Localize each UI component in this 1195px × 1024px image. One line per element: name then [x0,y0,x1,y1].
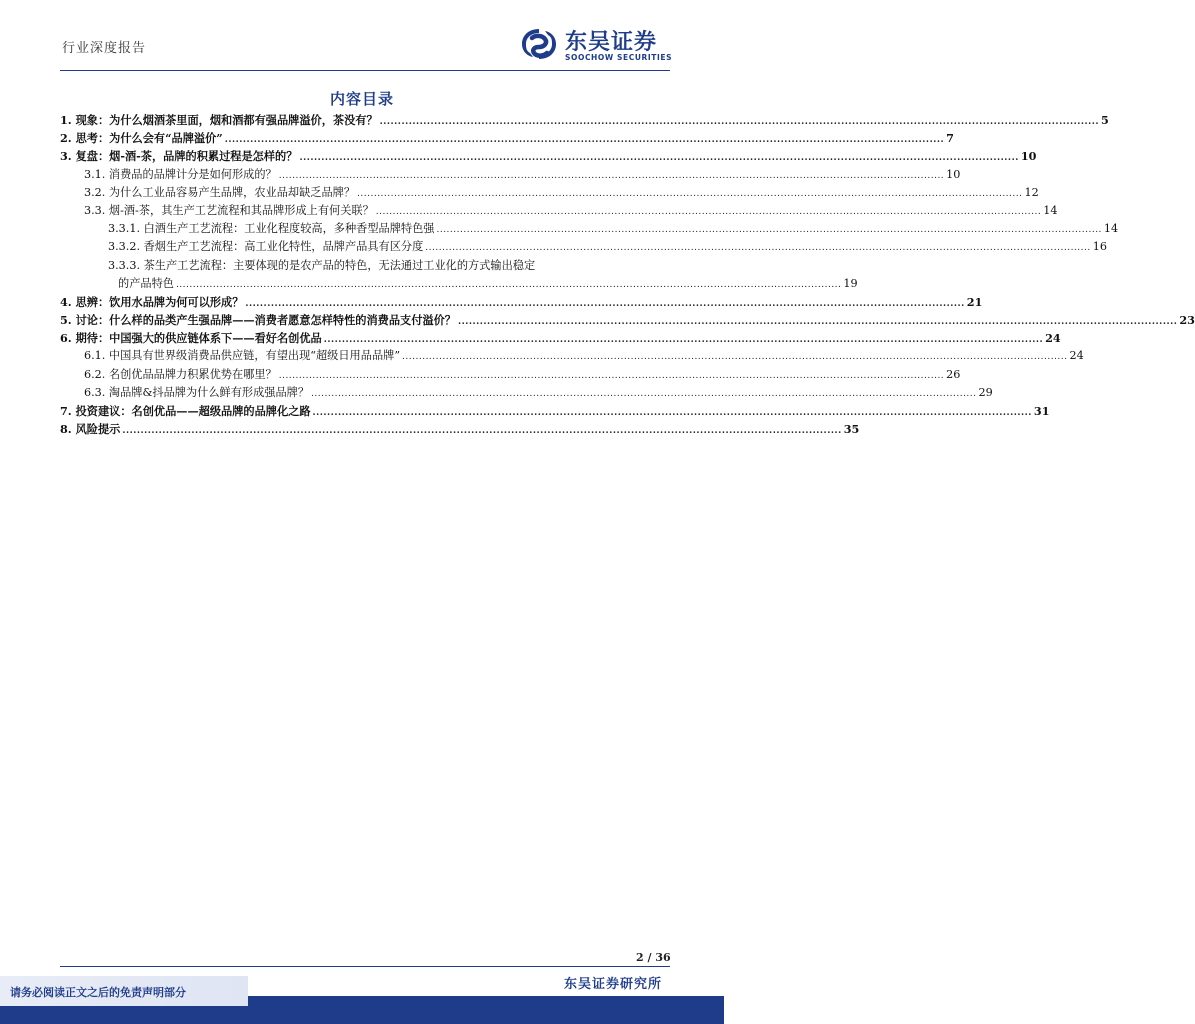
toc-entry-page: 10 [946,167,961,181]
toc-title: 内容目录 [329,90,394,108]
toc-entry-page: 14 [1103,222,1119,236]
header-divider [60,70,670,71]
toc-entry[interactable]: 5. 讨论：什么样的品类产生强品牌——消费者愿意怎样特性的消费品支付溢价？ ...................................................................................................................................................................................................... 23 [60,311,668,329]
toc-entry[interactable]: 3.1. 消费品的品牌计分是如何形成的？ ...................................................................................................................................................................................................... 10 [60,166,668,184]
toc-entry-page: 24 [1069,349,1084,363]
toc-entry-page: 19 [843,276,858,290]
toc-entry-text: 3.2. 为什么工业品容易产生品牌，农业品却缺乏品牌？ [84,185,356,199]
toc-entry-page: 23 [1179,313,1195,328]
disclaimer-banner [0,976,248,1006]
toc-entry-text: 6.2. 名创优品品牌力积累优势在哪里？ [84,367,277,381]
toc-entry-text: 5. 讨论：什么样的品类产生强品牌——消费者愿意怎样特性的消费品支付溢价？ [60,313,456,328]
toc-entry-text: 3.3.2. 香烟生产工艺流程：高工业化特性，品牌产品具有区分度 [108,240,424,254]
toc-entry[interactable]: 6.3. 淘品牌&抖品牌为什么鲜有形成强品牌？ ...................................................................................................................................................................................................... 29 [60,384,668,402]
toc-entry-page: 26 [946,367,961,381]
toc-entry-page: 31 [1033,404,1050,418]
table-of-contents [60,111,1195,438]
toc-entry-text: 6.3. 淘品牌&抖品牌为什么鲜有形成强品牌？ [84,385,310,399]
toc-entry[interactable]: 4. 思辨：饮用水品牌为何可以形成？ ...................................................................................................................................................................................................... 21 [60,293,668,311]
toc-entry[interactable]: 3.3.3. 茶生产工艺流程：主要体现的是农产品的特色，无法通过工业化的方式输出稳定 的产品特色 ...................................................................................................................................................................................................... 19 [60,257,668,293]
toc-entry-text: 6.1. 中国具有世界级消费品供应链，有望出现“超级日用品品牌” [84,349,401,363]
toc-entry[interactable]: 3.3.1. 白酒生产工艺流程：工业化程度较高，多种香型品牌特色强 ...................................................................................................................................................................................................... 14 [60,220,668,238]
toc-entry-text-continued: 的产品特色 [118,276,174,290]
toc-entry-text: 3.1. 消费品的品牌计分是如何形成的？ [84,167,277,181]
toc-entry[interactable]: 3.2. 为什么工业品容易产生品牌，农业品却缺乏品牌？ ...................................................................................................................................................................................................... 12 [60,184,668,202]
toc-entry-text: 3.3.1. 白酒生产工艺流程：工业化程度较高，多种香型品牌特色强 [108,222,435,236]
toc-entry[interactable]: 6. 期待：中国强大的供应链体系下——看好名创优品 ...................................................................................................................................................................................................... 24 [60,329,668,347]
report-type-label: 行业深度报告 [62,41,147,56]
soochow-logo-icon [518,26,560,62]
toc-entry-page: 35 [843,422,860,437]
toc-entry-text: 3.3. 烟-酒-茶，其生产工艺流程和其品牌形成上有何关联？ [84,203,374,217]
footer-divider [60,966,670,967]
toc-entry[interactable]: 1. 现象：为什么烟酒茶里面，烟和酒都有强品牌溢价，茶没有？ ...................................................................................................................................................................................................... 5 [60,111,668,129]
toc-entry-page: 24 [1045,331,1061,346]
company-logo [518,24,678,66]
toc-entry[interactable]: 2. 思考：为什么会有“品牌溢价” ...................................................................................................................................................................................................... 7 [60,129,668,147]
toc-entry-text: 1. 现象：为什么烟酒茶里面，烟和酒都有强品牌溢价，茶没有？ [60,113,378,127]
toc-entry-page: 5 [1101,113,1109,127]
research-institute-name: 东吴证券研究所 [563,977,662,992]
toc-entry[interactable]: 6.2. 名创优品品牌力积累优势在哪里？ ...................................................................................................................................................................................................... 26 [60,366,668,384]
toc-entry-text: 3.3.3. 茶生产工艺流程：主要体现的是农产品的特色，无法通过工业化的方式输出稳定 [108,258,536,272]
toc-entry[interactable]: 8. 风险提示 ...................................................................................................................................................................................................... 35 [60,420,668,438]
toc-entry[interactable]: 3.3. 烟-酒-茶，其生产工艺流程和其品牌形成上有何关联？ ...................................................................................................................................................................................................... 14 [60,202,668,220]
toc-entry-page: 14 [1043,203,1058,217]
toc-entry-page: 16 [1092,240,1107,254]
toc-entry-page: 21 [966,294,983,309]
toc-entry[interactable]: 3. 复盘：烟-酒-茶，品牌的积累过程是怎样的？ ...................................................................................................................................................................................................... 10 [60,147,668,165]
toc-entry-text: 8. 风险提示 [60,422,121,437]
page-number: 2 / 36 [636,951,671,964]
toc-entry-text: 6. 期待：中国强大的供应链体系下——看好名创优品 [60,331,322,346]
toc-entry-page: 12 [1024,185,1039,199]
toc-entry-text: 2. 思考：为什么会有“品牌溢价” [60,131,223,146]
toc-entry[interactable]: 3.3.2. 香烟生产工艺流程：高工业化特性，品牌产品具有区分度 ...................................................................................................................................................................................................... 16 [60,238,668,256]
logo-chinese-name: 东吴证券 [565,30,658,55]
disclaimer-text: 请务必阅读正文之后的免责声明部分 [10,986,186,999]
toc-entry[interactable]: 6.1. 中国具有世界级消费品供应链，有望出现“超级日用品品牌” ...................................................................................................................................................................................................... 24 [60,347,668,365]
logo-english-name: SOOCHOW SECURITIES [565,53,673,62]
toc-entry-text: 3. 复盘：烟-酒-茶，品牌的积累过程是怎样的？ [60,149,298,164]
toc-entry-page: 29 [978,385,993,399]
toc-entry[interactable]: 7. 投资建议：名创优品——超级品牌的品牌化之路 ...................................................................................................................................................................................................... 31 [60,402,668,420]
toc-entry-page: 10 [1020,149,1037,164]
toc-entry-text: 7. 投资建议：名创优品——超级品牌的品牌化之路 [60,404,311,418]
toc-entry-text: 4. 思辨：饮用水品牌为何可以形成？ [60,294,244,309]
toc-entry-page: 7 [946,131,954,146]
